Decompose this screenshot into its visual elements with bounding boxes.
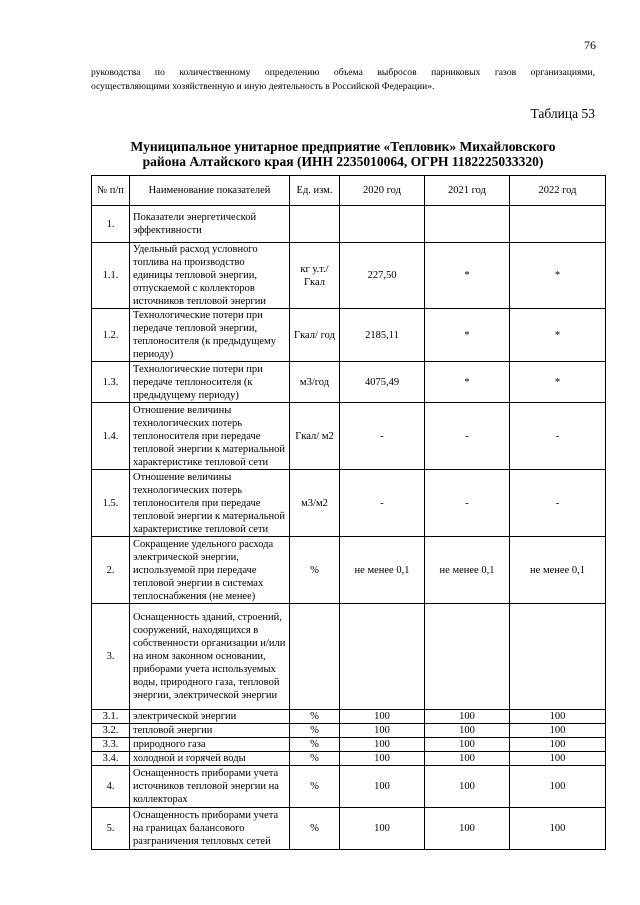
row-value-2021	[425, 206, 510, 243]
row-name: электрической энергии	[130, 710, 290, 724]
row-value-2021: *	[425, 309, 510, 362]
table-row	[92, 309, 606, 362]
row-value-2020: 100	[340, 710, 425, 724]
row-value-2021	[425, 604, 510, 710]
row-name: Оснащенность приборами учета на границах балансового разграничения тепловых сетей	[130, 808, 290, 850]
row-value-2021: не менее 0,1	[425, 537, 510, 604]
row-value-2020: 2185,11	[340, 309, 425, 362]
row-unit: %	[290, 710, 340, 724]
row-unit: %	[290, 537, 340, 604]
row-unit: %	[290, 724, 340, 738]
row-unit: %	[290, 738, 340, 752]
header-2020: 2020 год	[340, 176, 425, 206]
header-2021: 2021 год	[425, 176, 510, 206]
row-num: 3.4.	[92, 752, 130, 766]
row-name: Технологические потери при передаче теплоносителя (к предыдущему периоду)	[130, 362, 290, 403]
row-value-2021: 100	[425, 710, 510, 724]
table-row	[92, 243, 606, 309]
table-row	[92, 808, 606, 850]
row-value-2020: 100	[340, 766, 425, 808]
row-unit: Гкал/ м2	[290, 403, 340, 470]
header-unit: Ед. изм.	[290, 176, 340, 206]
row-num: 1.3.	[92, 362, 130, 403]
row-value-2021: 100	[425, 752, 510, 766]
row-name: тепловой энергии	[130, 724, 290, 738]
table-row	[92, 752, 606, 766]
row-value-2021: -	[425, 470, 510, 537]
row-value-2022: *	[510, 243, 606, 309]
row-name: Показатели энергетической эффективности	[130, 206, 290, 243]
table-row	[92, 710, 606, 724]
row-name: Оснащенность приборами учета источников тепловой энергии на коллекторах	[130, 766, 290, 808]
table-title-line-2: района Алтайского края (ИНН 2235010064, ОГРН 1182225033320)	[142, 154, 544, 169]
table-header-row	[92, 176, 606, 206]
row-value-2020: 227,50	[340, 243, 425, 309]
table-body	[92, 206, 606, 850]
row-value-2022: 100	[510, 724, 606, 738]
row-unit: м3/год	[290, 362, 340, 403]
row-unit: %	[290, 808, 340, 850]
row-num: 1.5.	[92, 470, 130, 537]
table-row	[92, 403, 606, 470]
row-value-2020: -	[340, 470, 425, 537]
row-value-2021: 100	[425, 738, 510, 752]
row-value-2022: *	[510, 309, 606, 362]
row-num: 1.	[92, 206, 130, 243]
row-num: 1.4.	[92, 403, 130, 470]
row-num: 2.	[92, 537, 130, 604]
table-row	[92, 604, 606, 710]
row-value-2022: 100	[510, 710, 606, 724]
row-value-2020	[340, 604, 425, 710]
table-row	[92, 537, 606, 604]
row-unit: Гкал/ год	[290, 309, 340, 362]
row-num: 4.	[92, 766, 130, 808]
row-name: Отношение величины технологических потерь теплоносителя при передаче тепловой энергии к материальной характеристике тепловой сети	[130, 403, 290, 470]
row-value-2020: 100	[340, 724, 425, 738]
row-value-2022: 100	[510, 752, 606, 766]
row-num: 5.	[92, 808, 130, 850]
row-value-2022	[510, 206, 606, 243]
row-value-2021: *	[425, 362, 510, 403]
row-num: 3.	[92, 604, 130, 710]
table-row	[92, 362, 606, 403]
row-value-2022: 100	[510, 766, 606, 808]
row-value-2022: 100	[510, 738, 606, 752]
indicators-table	[91, 175, 606, 850]
table-row	[92, 470, 606, 537]
row-name: Отношение величины технологических потерь теплоносителя при передаче тепловой энергии к материальной характеристике тепловой сети	[130, 470, 290, 537]
row-name: Технологические потери при передаче тепловой энергии, теплоносителя (к предыдущему периоду)	[130, 309, 290, 362]
row-value-2022: не менее 0,1	[510, 537, 606, 604]
row-value-2022: *	[510, 362, 606, 403]
table-title-line-1: Муниципальное унитарное предприятие «Тепловик» Михайловского	[130, 139, 556, 154]
row-name: холодной и горячей воды	[130, 752, 290, 766]
row-value-2022: 100	[510, 808, 606, 850]
row-unit: кг у.т./ Гкал	[290, 243, 340, 309]
row-unit: %	[290, 752, 340, 766]
table-row	[92, 738, 606, 752]
row-unit	[290, 604, 340, 710]
row-value-2021: 100	[425, 808, 510, 850]
row-num: 3.3.	[92, 738, 130, 752]
row-value-2020: -	[340, 403, 425, 470]
header-name: Наименование показателей	[130, 176, 290, 206]
table-row	[92, 766, 606, 808]
row-name: природного газа	[130, 738, 290, 752]
row-value-2021: 100	[425, 724, 510, 738]
row-name: Удельный расход условного топлива на производство единицы тепловой энергии, отпускаемой с коллекторов источников тепловой энергии	[130, 243, 290, 309]
row-num: 1.1.	[92, 243, 130, 309]
row-unit: %	[290, 766, 340, 808]
row-value-2022: -	[510, 470, 606, 537]
row-num: 3.2.	[92, 724, 130, 738]
row-value-2022: -	[510, 403, 606, 470]
page-number: 76	[584, 38, 596, 52]
row-name: Оснащенность зданий, строений, сооружений, находящихся в собственности организации и/или на ином законном основании, приборами учета используемых воды, природного газа, тепловой энергии, электрической энергии	[130, 604, 290, 710]
row-value-2020: не менее 0,1	[340, 537, 425, 604]
row-num: 3.1.	[92, 710, 130, 724]
row-value-2020: 4075,49	[340, 362, 425, 403]
row-name: Сокращение удельного расхода электрической энергии, используемой при передаче тепловой энергии в системах теплоснабжения (не менее)	[130, 537, 290, 604]
intro-paragraph	[91, 66, 595, 94]
row-value-2021: *	[425, 243, 510, 309]
row-num: 1.2.	[92, 309, 130, 362]
intro-line-1: руководства по количественному определению объема выбросов парниковых газов организациями,	[91, 67, 595, 78]
row-value-2020: 100	[340, 738, 425, 752]
row-value-2020	[340, 206, 425, 243]
row-value-2020: 100	[340, 808, 425, 850]
table-title	[91, 139, 595, 169]
row-unit	[290, 206, 340, 243]
row-value-2021: 100	[425, 766, 510, 808]
header-num: № п/п	[92, 176, 130, 206]
row-value-2022	[510, 604, 606, 710]
row-unit: м3/м2	[290, 470, 340, 537]
header-2022: 2022 год	[510, 176, 606, 206]
table-row	[92, 206, 606, 243]
table-label: Таблица 53	[530, 106, 595, 121]
row-value-2020: 100	[340, 752, 425, 766]
table-row	[92, 724, 606, 738]
intro-line-2: осуществляющими хозяйственную и иную деятельность в Российской Федерации».	[91, 81, 435, 92]
row-value-2021: -	[425, 403, 510, 470]
